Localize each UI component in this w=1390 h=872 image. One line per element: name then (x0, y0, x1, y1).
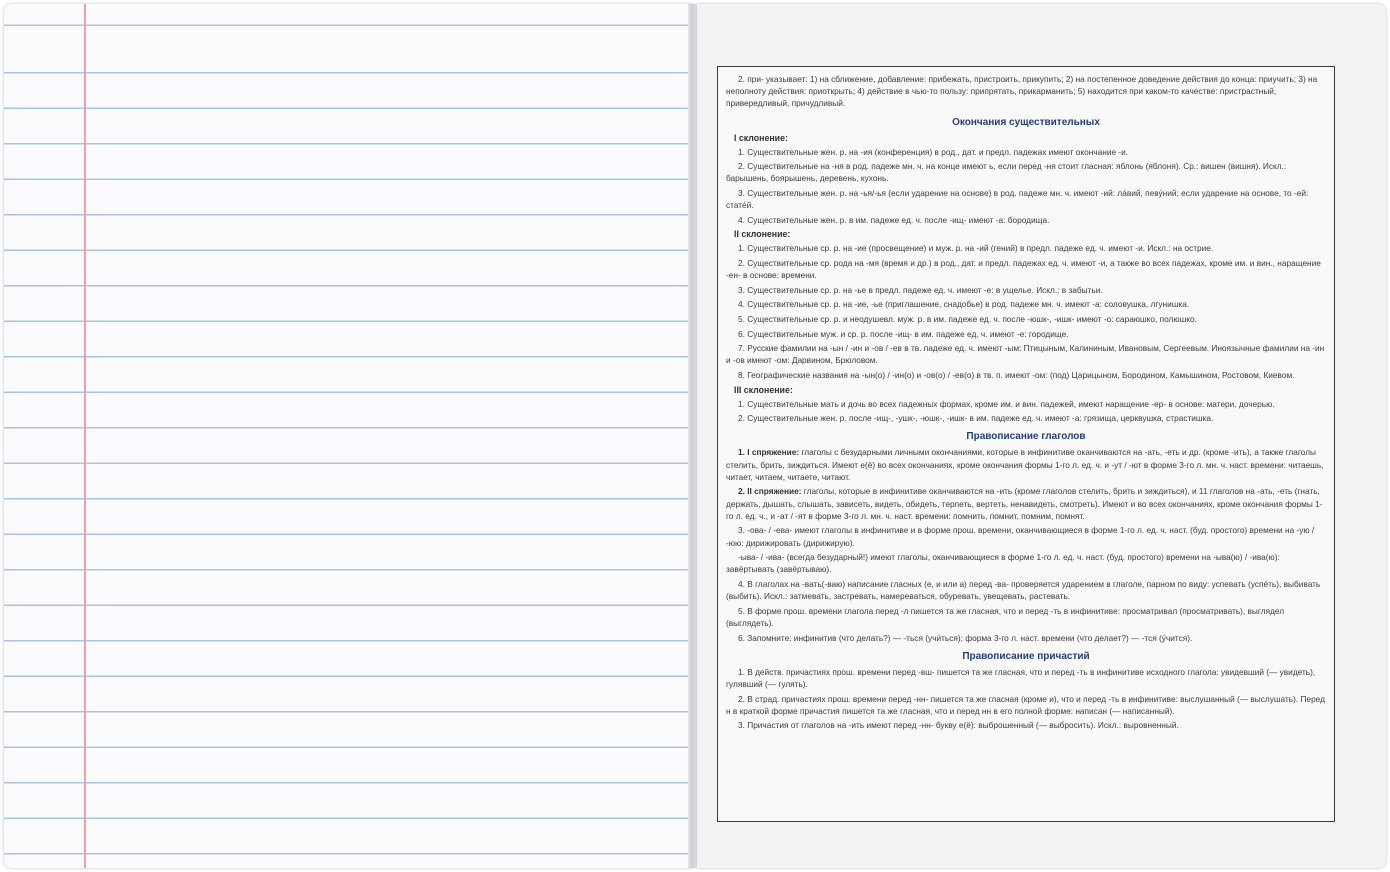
decl1-item: 3. Существительные жен. р. на -ья/-ья (если ударение на основе) в род. падеже мн. ч. имеют -ий: ла́вий, певу́ний; если ударение на основе, то -ей: стате́й. (726, 188, 1309, 211)
decl3-item: 2. Существительные жен. р. после -ищ-, -ушк-, -юшк-, -ишк- в им. падеже ед. ч. имеют -а: грязища, церквушка, страстишка. (738, 413, 1214, 424)
verb-item: 3. -ова- / -ева- имеют глаголы в инфинитиве и в форме прош. времени, оканчивающиеся в форме 1-го л. ед. ч. наст. (буд. простого) времени на -ую / -юю: дирижировать (дирижирую). (726, 525, 1315, 548)
intro-paragraph: 2. при- указывает: 1) на сближение, добавление: прибежать, пристроить, прикупить; 2) на постепенное доведение действия до конца: приучить; 3) на неполноту действия: приоткрыть; 4) действие в чью-то пользу: припрятать, прикарманить; 5) находится при каком-то качестве: пристрастный, привередливый, причудливый. (726, 74, 1318, 109)
decl2-item: 4. Существительные ср. р. на -ие, -ье (приглашение, снадобье) в род. падеже мн. ч. имеют -а: соловушка, лгунишка. (738, 299, 1190, 310)
decl3-item: 1. Существительные мать и дочь во всех падежных формах, кроме им. и вин. падежей, имеют наращение -ер- в основе: матери, дочерью. (738, 398, 1275, 409)
decl2-item: 7. Русские фамилии на -ын / -ин и -ов / -ев в тв. падеже ед. ч. имеют -ым: Птицыным, Калининым, Ивановым, Сергеевым. Иноязычные фамилии на -ин и -ов имеют -ом: Дарвином, Брюловом. (726, 343, 1325, 366)
verb-item-text: глаголы, которые в инфинитиве оканчиваются на -ить (кроме глаголов стелить, брить и зиждиться), и 11 глаголов на -ать, -еть (гнать, держать, дышать, слышать, зависеть, видеть, обидеть, терпеть, вертеть, ненавидеть, смотреть). Имеют и во всех окончаниях, кроме окончания формы 1-го л. ед. ч., и -ат / -ят в форме 3-го л. мн. ч. наст. времени: помнить, помнит, помним, помнят. (726, 486, 1323, 521)
decl1-item: 2. Существительные на -ня в род. падеже мн. ч. на конце имеют ь, если перед -ня стоит гласная: яблонь (яблоня). Ср.: вишен (вишня). Искл.: барышень, боярышень, деревень, кухонь. (726, 161, 1287, 184)
left-page-lined (4, 4, 694, 868)
right-page (697, 4, 1386, 868)
verb-item-bold: 2. II спряжение: (738, 486, 802, 497)
decl2-item: 1. Существительные ср. р. на -ие (просвещение) и муж. р. на -ий (гений) в предл. падеже ед. ч. имеют -и. Искл.: на острие. (738, 243, 1214, 254)
participle-item: 1. В действ. причастиях прош. времени перед -вш- пишется та же гласная, что и перед -ть в инфинитиве исходного глагола: увидевший (— увидеть), гулявший (— гулять). (726, 666, 1316, 689)
decl2-item: 2. Существительные ср. рода на -мя (время и др.) в род., дат. и предл. падежах ед. ч. имеют -и, а также во всех падежах, кроме им. и вин., наращение -ен- в основе: времени. (726, 257, 1321, 281)
verb-item-text: глаголы с безударными личными окончаниями, которые в инфинитиве оканчиваются на -ать, -еть и др. (кроме -ить), а также глаголы стелить, брить, зиждиться. Имеют е(ё) во всех окончаниях, кроме окончания формы 1-го л. ед. ч. и -ут / -ют в форме 3-го л. мн. ч. наст. времени: читаешь, читает, читаем, читаете, читают. (726, 447, 1324, 482)
participles-title: Правописание причастий (962, 650, 1090, 662)
decl2-item: 8. Географические названия на -ын(о) / -ин(о) и -ов(о) / -ев(о) в тв. п. имеют -ом: (под) Царицыном, Бородином, Камышином, Ростовом, Киевом. (738, 369, 1295, 380)
verb-item: -ыва- / -ива- (всегда безударный!) имеют глаголы, оканчивающиеся в форме 1-го л. ед. ч. наст. (буд. простого) времени на -ыва(ю) / -ива(ю): завёртывать (завёртываю). (726, 552, 1280, 575)
decl2-item: 5. Существительные ср. р. и неодушевл. муж. р. в им. падеже ед. ч. после -юшк-, -ишк- имеют -о: сараюшко, полюшко. (738, 313, 1197, 324)
nouns-title: Окончания существительных (952, 116, 1100, 128)
decl3-title: III склонение: (734, 384, 793, 395)
decl1-item: 4. Существительные жен. р. в им. падеже ед. ч. после -ищ- имеют -а: бородища. (738, 214, 1050, 225)
verb-item: 5. В форме прош. времени глагола перед -л пишется та же гласная, что и перед -ть в инфинитиве: просматривал (просматривать), выглядел (выглядеть). (726, 605, 1285, 628)
verb-item: 6. Запомните: инфинитив (что делать?) — -ться (учи́ться); форма 3-го л. наст. времени (что делает?) — -тся (у́чится). (738, 632, 1193, 643)
verb-item (726, 485, 1326, 522)
decl1-title: I склонение: (734, 132, 788, 143)
participle-item: 3. Причастия от глаголов на -ить имеют перед -нн- букву е(ё): выброшенный (— выбросить). Искл.: выровненный. (738, 720, 1179, 731)
decl2-item: 6. Существительные муж. и ср. р. после -ищ- в им. падеже ед. ч. имеют -е: городище. (738, 328, 1069, 339)
verb-item: 4. В глаголах на -вать(-ваю) написание гласных (е, и или а) перед -ва- проверяется ударением в глаголе, парном по виду: успевать (успе́ть), выбивать (выбить). Искл.: затмевать, застревать, намереваться, обуревать, увещевать, растевать. (726, 578, 1321, 602)
decl1-item: 1. Существительные жен. р. на -ия (конференция) в род., дат. и предл. падежах имеют окончание -и. (738, 146, 1129, 157)
verb-item (726, 446, 1326, 483)
verbs-title: Правописание глаголов (966, 431, 1086, 443)
verb-item-bold: 1. I спряжение: (738, 447, 800, 458)
reference-frame (717, 66, 1335, 822)
decl2-item: 3. Существительные ср. р. на -ье в предл. падеже ед. ч. имеют -е: в ущелье. Искл.: в забытьи. (738, 284, 1103, 295)
participle-item: 2. В страд. причастиях прош. времени перед -нн- пишется та же гласная (кроме и), что и перед -ть в инфинитиве: выслушанный (— выслушать). Перед н в краткой форме причастия пишется та же гласная, что и перед нн в его полной форме: написан (— написанный). (726, 693, 1325, 716)
margin-line (84, 4, 86, 868)
decl2-title: II склонение: (734, 229, 791, 240)
